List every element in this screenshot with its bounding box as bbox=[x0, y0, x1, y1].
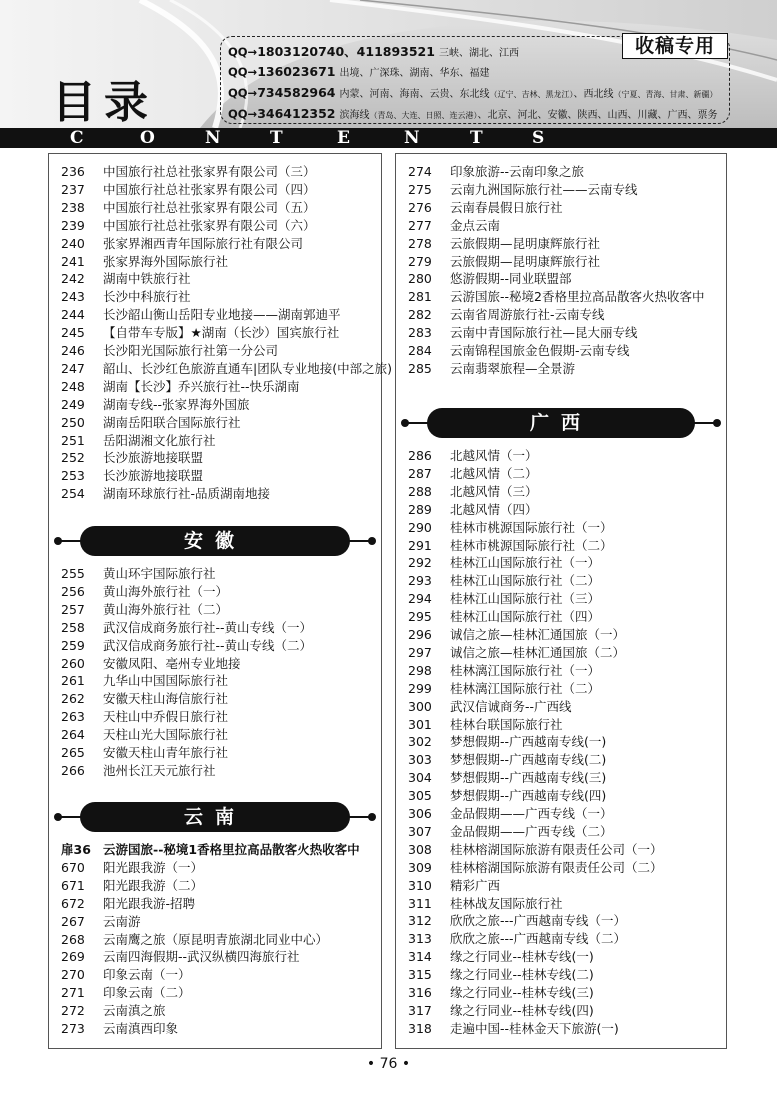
toc-page-number: 250 bbox=[61, 414, 85, 430]
toc-entry-title: 湖南岳阳联合国际旅行社 bbox=[103, 414, 241, 430]
qq-small-note: （青岛、大连、日照、连云港） bbox=[369, 111, 478, 120]
toc-entry-title: 云南四海假期--武汉纵横四海旅行社 bbox=[103, 949, 300, 965]
toc-page-number: 267 bbox=[61, 913, 85, 929]
toc-entry-title: 武汉信成商务旅行社--黄山专线（二） bbox=[103, 637, 313, 653]
toc-page-number: 269 bbox=[61, 949, 85, 965]
toc-entry-title: 云南省周游旅行社-云南专线 bbox=[450, 307, 605, 323]
toc-entry-title: 黄山海外旅行社（二） bbox=[103, 601, 229, 617]
toc-entry-title: 云南锦程国旅金色假期-云南专线 bbox=[450, 343, 630, 358]
page-title: 目录 bbox=[52, 77, 156, 128]
section-dot bbox=[368, 537, 376, 545]
contents-letter: T bbox=[470, 128, 483, 148]
toc-page-number: 268 bbox=[61, 931, 85, 947]
toc-page-number: 317 bbox=[408, 1002, 432, 1018]
toc-entry-title: 韶山、长沙红色旅游直通车|团队专业地接(中部之旅) bbox=[103, 360, 392, 376]
toc-entry-title: 黄山环宇国际旅行社 bbox=[103, 566, 216, 581]
toc-entry-title: 中国旅行社总社张家界有限公司（六） bbox=[103, 217, 316, 233]
toc-page-number: 260 bbox=[61, 655, 85, 671]
toc-page-number: 315 bbox=[408, 967, 432, 983]
toc-entry-title: 北越风情（四） bbox=[450, 501, 538, 517]
toc-entry-title: 桂林漓江国际旅行社（一） bbox=[450, 662, 601, 678]
toc-entry-title: 张家界湘西青年国际旅行社有限公司 bbox=[103, 235, 304, 251]
toc-page-number: 312 bbox=[408, 913, 432, 929]
toc-entry-title: 缘之行同业--桂林专线(一) bbox=[450, 949, 594, 965]
toc-entry-title: 阳光跟我游（一） bbox=[103, 859, 204, 875]
toc-entry-title: 阳光跟我游-招聘 bbox=[103, 895, 196, 911]
toc-page-number: 278 bbox=[408, 235, 432, 251]
qq-regions: 出境、广深珠、湖南、华东、福建 bbox=[339, 68, 490, 79]
qq-prefix: QQ→ bbox=[228, 107, 258, 121]
toc-entry-title: 北越风情（二） bbox=[450, 465, 538, 481]
submission-stamp: 收稿专用 bbox=[622, 33, 728, 59]
toc-page-number: 259 bbox=[61, 637, 85, 653]
toc-entry-title: 桂林市桃源国际旅行社（一） bbox=[450, 519, 613, 535]
toc-entry-title: 【自带车专版】★湖南（长沙）国宾旅行社 bbox=[103, 325, 340, 341]
qq-small-note-2: （宁夏、青海、甘肃、新疆） bbox=[613, 90, 718, 99]
toc-entry-title: 印象云南（二） bbox=[103, 985, 191, 1001]
toc-entry-title: 岳阳湖湘文化旅行社 bbox=[103, 432, 216, 448]
toc-page-number: 239 bbox=[61, 217, 85, 233]
section-header-yunnan bbox=[54, 802, 376, 832]
toc-page-number: 258 bbox=[61, 619, 85, 635]
toc-page-number: 298 bbox=[408, 662, 432, 678]
toc-page-number: 290 bbox=[408, 519, 432, 535]
toc-entry-title: 悠游假期--同业联盟部 bbox=[450, 271, 572, 287]
toc-entry-title: 缘之行同业--桂林专线(四) bbox=[450, 1002, 594, 1018]
qq-regions: 滨海线 bbox=[339, 110, 370, 121]
toc-page-number: 254 bbox=[61, 486, 85, 502]
toc-page-number: 242 bbox=[61, 271, 85, 287]
qq-line-1 bbox=[228, 42, 519, 60]
contents-letter: S bbox=[532, 128, 545, 148]
toc-page-number: 257 bbox=[61, 601, 85, 617]
toc-entry-title: 云南滇西印象 bbox=[103, 1021, 179, 1036]
toc-page-number: 280 bbox=[408, 271, 432, 287]
toc-entry-title: 梦想假期--广西越南专线(一) bbox=[450, 734, 607, 750]
toc-entry-title: 欣欣之旅---广西越南专线（二） bbox=[450, 931, 627, 947]
toc-page-number: 236 bbox=[61, 164, 85, 179]
toc-entry-title: 印象旅游--云南印象之旅 bbox=[450, 164, 585, 179]
toc-entry-title: 湖南中铁旅行社 bbox=[103, 271, 191, 287]
section-title-guangxi: 广西 bbox=[427, 408, 695, 438]
toc-entry-title: 九华山中国国际旅行社 bbox=[103, 673, 229, 689]
toc-page-number: 313 bbox=[408, 931, 432, 947]
toc-entry-title: 缘之行同业--桂林专线(二) bbox=[450, 967, 594, 983]
section-header-anhui bbox=[54, 526, 376, 556]
toc-page-number: 263 bbox=[61, 709, 85, 725]
toc-entry-title: 梦想假期--广西越南专线(二) bbox=[450, 752, 607, 768]
page-header bbox=[0, 0, 777, 148]
toc-entry-title: 桂林市桃源国际旅行社（二） bbox=[450, 537, 613, 553]
toc-page-number: 272 bbox=[61, 1003, 85, 1019]
toc-entry-title: 池州长江天元旅行社 bbox=[103, 762, 216, 778]
toc-page-number: 240 bbox=[61, 235, 85, 251]
qq-line-2 bbox=[228, 64, 490, 79]
toc-page-number: 243 bbox=[61, 289, 85, 305]
toc-page-number: 302 bbox=[408, 734, 432, 750]
toc-page-number: 671 bbox=[61, 877, 85, 893]
toc-page-number: 318 bbox=[408, 1020, 432, 1036]
toc-entry-title: 走遍中国--桂林金天下旅游(一) bbox=[450, 1020, 619, 1036]
toc-entry-title: 金点云南 bbox=[450, 217, 501, 233]
toc-page-number: 261 bbox=[61, 673, 85, 689]
toc-page-number: 316 bbox=[408, 985, 432, 1000]
toc-entry-title: 缘之行同业--桂林专线(三) bbox=[450, 985, 594, 1000]
toc-entry-title: 安徽凤阳、亳州专业地接 bbox=[103, 655, 241, 671]
toc-entry-title: 诚信之旅—桂林汇通国旅（一） bbox=[450, 627, 626, 642]
toc-page-number: 247 bbox=[61, 360, 85, 376]
qq-number: 1803120740、411893521 bbox=[257, 44, 435, 59]
toc-page-number: 246 bbox=[61, 343, 85, 358]
toc-page-number: 295 bbox=[408, 609, 432, 625]
toc-entry-title: 武汉信成商务旅行社--黄山专线（一） bbox=[103, 619, 313, 635]
toc-page-number: 237 bbox=[61, 181, 85, 197]
toc-entry-title: 梦想假期--广西越南专线(四) bbox=[450, 788, 607, 804]
toc-page-number: 248 bbox=[61, 378, 85, 394]
toc-entry-title: 云旅假期—昆明康辉旅行社 bbox=[450, 253, 601, 269]
toc-entry-title: 梦想假期--广西越南专线(三) bbox=[450, 770, 607, 786]
toc-entry-title: 云南中青国际旅行社—昆大丽专线 bbox=[450, 325, 638, 341]
qq-number: 346412352 bbox=[257, 106, 336, 121]
toc-page-number: 270 bbox=[61, 967, 85, 983]
toc-page-number: 301 bbox=[408, 716, 432, 732]
toc-entry-title: 张家界海外国际旅行社 bbox=[103, 253, 229, 269]
toc-entry-title: 中国旅行社总社张家界有限公司（三） bbox=[103, 164, 316, 179]
toc-page-number: 252 bbox=[61, 450, 85, 466]
toc-entry-title: 云旅假期—昆明康辉旅行社 bbox=[450, 235, 601, 251]
toc-entry-title: 长沙韶山衡山岳阳专业地接——湖南郭迪平 bbox=[103, 307, 341, 323]
qq-small-note: （辽宁、吉林、黑龙江） bbox=[489, 90, 574, 99]
qq-prefix: QQ→ bbox=[228, 86, 258, 100]
toc-page-number: 266 bbox=[61, 762, 85, 778]
toc-page-number: 273 bbox=[61, 1021, 85, 1036]
toc-entry-title: 北越风情（三） bbox=[450, 483, 538, 499]
toc-page-number: 304 bbox=[408, 770, 432, 786]
contents-letter: N bbox=[205, 128, 221, 148]
toc-entry-title: 长沙旅游地接联盟 bbox=[103, 450, 204, 466]
contents-letter: O bbox=[140, 128, 155, 148]
toc-entry-title: 长沙阳光国际旅行社第一分公司 bbox=[103, 343, 279, 358]
toc-page-number: 262 bbox=[61, 691, 85, 707]
toc-entry-title: 中国旅行社总社张家界有限公司（五） bbox=[103, 199, 316, 215]
qq-tail: 、西北线 bbox=[573, 89, 614, 100]
toc-entry-title: 湖南环球旅行社-品质湖南地接 bbox=[103, 486, 271, 502]
toc-page-number: 扉36 bbox=[61, 842, 91, 857]
toc-entry-title: 诚信之旅—桂林汇通国旅（二） bbox=[450, 644, 626, 660]
toc-page-number: 672 bbox=[61, 895, 85, 911]
toc-entry-title: 安徽天柱山青年旅行社 bbox=[103, 745, 229, 760]
toc-entry-title: 云南游 bbox=[103, 913, 141, 929]
toc-page-number: 277 bbox=[408, 217, 432, 233]
toc-entry-title: 长沙旅游地接联盟 bbox=[103, 468, 204, 484]
toc-page-number: 309 bbox=[408, 859, 432, 875]
toc-entry-title: 北越风情（一） bbox=[450, 448, 538, 463]
toc-entry-title: 湖南【长沙】乔兴旅行社--快乐湖南 bbox=[103, 378, 300, 394]
qq-regions: 三峡、湖北、江西 bbox=[438, 48, 519, 59]
qq-prefix: QQ→ bbox=[228, 45, 258, 59]
toc-page-number: 274 bbox=[408, 164, 432, 179]
toc-entry-title: 天柱山中乔假日旅行社 bbox=[103, 709, 229, 725]
toc-page-number: 303 bbox=[408, 752, 432, 768]
toc-page-number: 300 bbox=[408, 698, 432, 714]
qq-line-3 bbox=[228, 85, 718, 100]
toc-page-number: 255 bbox=[61, 566, 85, 581]
toc-page-number: 271 bbox=[61, 985, 85, 1001]
toc-page-number: 285 bbox=[408, 360, 432, 376]
toc-page-number: 296 bbox=[408, 627, 432, 642]
toc-entry-title: 阳光跟我游（二） bbox=[103, 877, 204, 893]
toc-entry-title: 桂林战友国际旅行社 bbox=[450, 895, 563, 911]
toc-entry-title: 桂林榕湖国际旅游有限责任公司（二） bbox=[450, 859, 663, 875]
toc-page-number: 251 bbox=[61, 432, 85, 448]
toc-page-number: 294 bbox=[408, 591, 432, 607]
toc-entry-title: 长沙中科旅行社 bbox=[103, 289, 191, 305]
toc-entry-title: 精彩广西 bbox=[450, 877, 501, 893]
toc-entry-title: 桂林江山国际旅行社（二） bbox=[450, 573, 601, 589]
toc-page-number: 307 bbox=[408, 823, 432, 839]
toc-page-number: 292 bbox=[408, 555, 432, 571]
toc-page-number: 288 bbox=[408, 483, 432, 499]
toc-entry-title: 云游国旅--秘境2香格里拉高品散客火热收客中 bbox=[450, 289, 705, 305]
toc-entry-title: 桂林榕湖国际旅游有限责任公司（一） bbox=[450, 841, 663, 857]
toc-page-number: 279 bbox=[408, 253, 432, 269]
toc-page-number: 311 bbox=[408, 895, 432, 911]
toc-page-number: 291 bbox=[408, 537, 432, 553]
toc-entry-title: 桂林台联国际旅行社 bbox=[450, 716, 563, 732]
toc-entry-title: 桂林江山国际旅行社（三） bbox=[450, 591, 601, 607]
toc-page-number: 314 bbox=[408, 949, 432, 965]
toc-page-number: 245 bbox=[61, 325, 85, 341]
toc-entry-title: 武汉信诚商务--广西线 bbox=[450, 698, 572, 714]
qq-regions: 内蒙、河南、海南、云贵、东北线 bbox=[339, 89, 490, 100]
toc-entry-title: 桂林江山国际旅行社（四） bbox=[450, 609, 601, 625]
toc-page-number: 276 bbox=[408, 199, 432, 215]
section-title-anhui: 安徽 bbox=[80, 526, 350, 556]
toc-page-number: 264 bbox=[61, 727, 85, 743]
toc-entry-title: 云南滇之旅 bbox=[103, 1003, 166, 1019]
toc-page-number: 238 bbox=[61, 199, 85, 215]
toc-entry-title: 云南春晨假日旅行社 bbox=[450, 199, 563, 215]
section-header-guangxi bbox=[401, 408, 721, 438]
toc-entry-title: 天柱山光大国际旅行社 bbox=[103, 727, 229, 743]
toc-page-number: 308 bbox=[408, 841, 432, 857]
toc-entry-title: 欣欣之旅---广西越南专线（一） bbox=[450, 913, 627, 929]
toc-page-number: 281 bbox=[408, 289, 432, 305]
toc-entry-title: 云游国旅--秘境1香格里拉高品散客火热收客中 bbox=[103, 842, 360, 857]
qq-line-4 bbox=[228, 106, 718, 121]
toc-entry-title: 金品假期——广西专线（一） bbox=[450, 806, 613, 821]
qq-prefix: QQ→ bbox=[228, 65, 258, 79]
toc-entry-title: 湖南专线--张家界海外国旅 bbox=[103, 396, 250, 412]
section-dot bbox=[713, 419, 721, 427]
contents-bar bbox=[0, 128, 777, 148]
qq-tail: 、北京、河北、安徽、陕西、山西、川藏、广西、票务 bbox=[477, 110, 718, 121]
section-title-yunnan: 云南 bbox=[80, 802, 350, 832]
contents-letter: T bbox=[270, 128, 283, 148]
toc-entry-title: 金品假期——广西专线（二） bbox=[450, 823, 613, 839]
toc-entry-title: 云南九洲国际旅行社——云南专线 bbox=[450, 181, 638, 197]
toc-entry-title: 桂林江山国际旅行社（一） bbox=[450, 555, 601, 571]
toc-entry-title: 云南翡翠旅程—全景游 bbox=[450, 360, 576, 376]
toc-page-number: 241 bbox=[61, 253, 85, 269]
qq-number: 734582964 bbox=[257, 85, 336, 100]
toc-page-number: 282 bbox=[408, 307, 432, 323]
section-dot bbox=[368, 813, 376, 821]
toc-page-number: 310 bbox=[408, 877, 432, 893]
toc-page-number: 249 bbox=[61, 396, 85, 412]
toc-page-number: 244 bbox=[61, 307, 85, 323]
toc-page-number: 256 bbox=[61, 583, 85, 599]
toc-page-number: 253 bbox=[61, 468, 85, 484]
toc-page-number: 286 bbox=[408, 448, 432, 463]
toc-entry-title: 桂林漓江国际旅行社（二） bbox=[450, 680, 601, 696]
toc-entry-title: 云南鹰之旅（原昆明青旅湖北同业中心） bbox=[103, 931, 329, 947]
toc-page-number: 670 bbox=[61, 859, 85, 875]
toc-page-number: 299 bbox=[408, 680, 432, 696]
contents-letter: E bbox=[337, 128, 350, 148]
contents-letter: C bbox=[70, 128, 84, 148]
toc-page-number: 287 bbox=[408, 465, 432, 481]
toc-page-number: 284 bbox=[408, 343, 432, 358]
toc-entry-title: 印象云南（一） bbox=[103, 967, 191, 983]
toc-entry-title: 中国旅行社总社张家界有限公司（四） bbox=[103, 181, 316, 197]
qq-number: 136023671 bbox=[257, 64, 336, 79]
toc-page-number: 265 bbox=[61, 745, 85, 760]
toc-page-number: 283 bbox=[408, 325, 432, 341]
toc-page-number: 293 bbox=[408, 573, 432, 589]
toc-page-number: 275 bbox=[408, 181, 432, 197]
toc-page-number: 306 bbox=[408, 806, 432, 821]
page-number: • 76 • bbox=[366, 1056, 411, 1072]
toc-page-number: 297 bbox=[408, 644, 432, 660]
toc-page-number: 289 bbox=[408, 501, 432, 517]
contents-letter: N bbox=[404, 128, 420, 148]
toc-entry-title: 黄山海外旅行社（一） bbox=[103, 583, 229, 599]
toc-entry-title: 安徽天柱山海信旅行社 bbox=[103, 691, 229, 707]
toc-page-number: 305 bbox=[408, 788, 432, 804]
